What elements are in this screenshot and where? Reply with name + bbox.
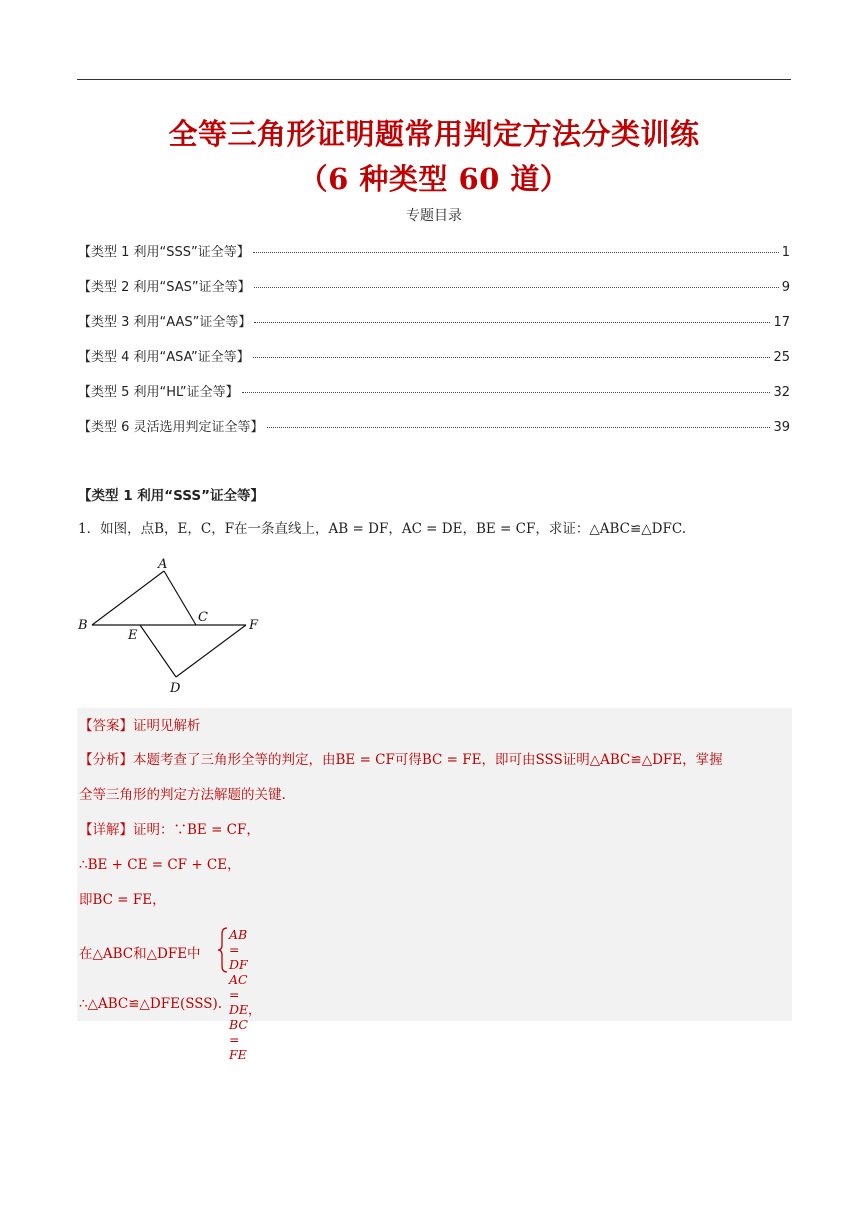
- condition-3: BC = FE: [229, 1017, 248, 1062]
- toc-item-page: 25: [773, 350, 790, 365]
- label-f: F: [249, 618, 259, 633]
- toc-item[interactable]: [78, 241, 790, 276]
- header-rule: [77, 79, 791, 80]
- toc-item[interactable]: [78, 416, 790, 451]
- toc-heading: 专题目录: [406, 208, 462, 224]
- toc-leader-dots: [253, 252, 779, 253]
- condition-2: [229, 972, 261, 1017]
- page-title: 全等三角形证明题常用判定方法分类训练: [168, 117, 700, 151]
- toc-item[interactable]: [78, 381, 790, 416]
- detail-line-3: 即BC = FE，: [79, 892, 166, 908]
- toc-item[interactable]: [78, 346, 790, 381]
- toc-item[interactable]: [78, 276, 790, 311]
- toc-item-page: 1: [781, 245, 790, 260]
- toc-item-label: 【类型 4 利用“ASA”证全等】: [78, 350, 250, 365]
- label-d: D: [170, 681, 181, 696]
- toc-leader-dots: [254, 322, 770, 323]
- condition-1: AB = DF: [229, 927, 248, 972]
- toc-item[interactable]: [78, 311, 790, 346]
- brace-prefix: 在△ABC和△DFE中: [79, 946, 201, 962]
- geometry-figure: [74, 555, 274, 700]
- condition-2-text: AC = DE: [229, 972, 249, 1017]
- page-subtitle: （6 种类型 60 道）: [298, 162, 570, 196]
- label-e: E: [128, 628, 138, 643]
- label-b: B: [78, 618, 88, 633]
- label-c: C: [198, 610, 208, 625]
- toc-item-page: 9: [781, 280, 790, 295]
- toc-item-page: 39: [773, 420, 790, 435]
- segment-fd: [176, 625, 246, 677]
- toc-leader-dots: [242, 392, 771, 393]
- detail-line-1: 【详解】证明：∵BE = CF，: [79, 822, 260, 838]
- toc-leader-dots: [253, 357, 771, 358]
- left-brace-icon: [217, 926, 229, 974]
- segment-ab: [92, 571, 164, 625]
- segment-ed: [140, 625, 176, 677]
- conclusion-line: ∴△ABC≌△DFE(SSS).: [79, 996, 223, 1012]
- toc-item-label: 【类型 6 灵活选用判定证全等】: [78, 420, 264, 435]
- section-title: 【类型 1 利用“SSS”证全等】: [78, 488, 264, 504]
- analysis-line-2: 全等三角形的判定方法解题的关键.: [79, 787, 286, 803]
- toc-leader-dots: [254, 287, 779, 288]
- toc-item-page: 32: [773, 385, 790, 400]
- answer-line: 【答案】证明见解析: [79, 718, 201, 734]
- question-text: 1．如图，点B，E，C，F在一条直线上，AB = DF，AC = DE，BE = CF，求证：△ABC≌△DFC.: [78, 521, 686, 537]
- brace-conditions: [229, 927, 261, 1062]
- toc-item-label: 【类型 5 利用“HL”证全等】: [78, 385, 239, 400]
- condition-comma: ，: [248, 1002, 261, 1017]
- label-a: A: [158, 557, 168, 572]
- detail-line-2: ∴BE + CE = CF + CE，: [79, 857, 241, 873]
- toc-item-label: 【类型 3 利用“AAS”证全等】: [78, 315, 252, 330]
- table-of-contents: [78, 241, 790, 451]
- toc-leader-dots: [267, 427, 771, 428]
- toc-item-label: 【类型 2 利用“SAS”证全等】: [78, 280, 251, 295]
- toc-item-label: 【类型 1 利用“SSS”证全等】: [78, 245, 250, 260]
- analysis-line-1: 【分析】本题考查了三角形全等的判定，由BE = CF可得BC = FE，即可由SSS证明△ABC≌△DFE，掌握: [79, 752, 723, 768]
- segment-ac: [164, 571, 196, 625]
- toc-item-page: 17: [773, 315, 790, 330]
